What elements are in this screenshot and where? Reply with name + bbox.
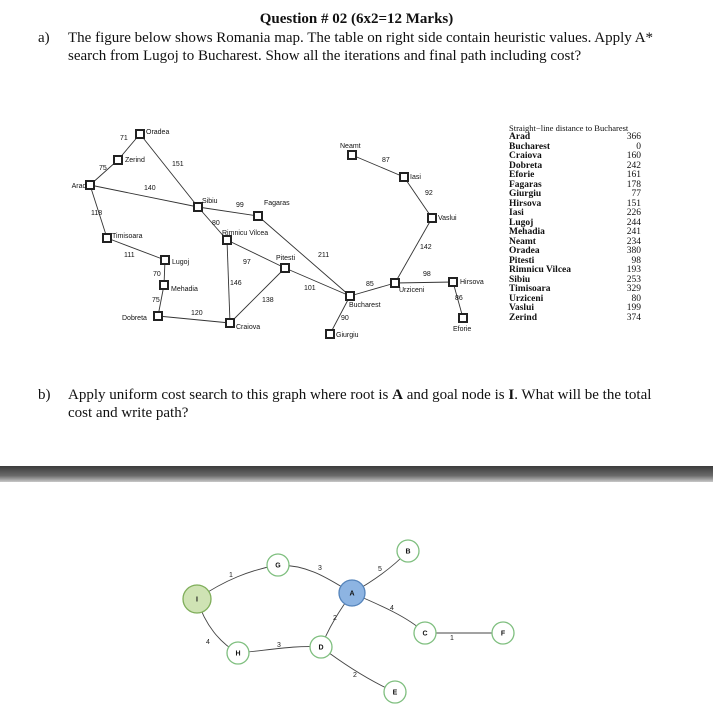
question-b-text: Apply uniform cost search to this graph where root is A and goal node is I. What will be the total cost and write path? <box>68 387 652 421</box>
edge-cost: 92 <box>425 190 433 197</box>
heuristic-value: 160 <box>626 151 641 161</box>
heuristic-city: Urziceni <box>509 293 544 304</box>
edge-weight: 3 <box>277 642 281 649</box>
edge-weight: 1 <box>450 635 454 642</box>
heuristic-value: 226 <box>626 208 641 218</box>
edge-cost: 87 <box>382 157 390 164</box>
heuristic-value: 151 <box>626 198 641 209</box>
city-label: Hirsova <box>460 279 484 286</box>
heuristic-city: Neamt <box>509 236 536 247</box>
heuristic-header: Straight−line distance to Bucharest <box>509 123 629 133</box>
question-b-label: b) <box>38 387 51 403</box>
city-label: Iasi <box>410 174 421 181</box>
graph-node-label: B <box>405 548 411 556</box>
heuristic-value: 329 <box>626 284 641 294</box>
edge-cost: 85 <box>366 281 374 288</box>
edge-cost: 211 <box>318 252 330 259</box>
question-a-text: The figure below shows Romania map. The table on right side contain heuristic values. Apply A* search from Lugoj to Bucharest. Show all the iterations and final path including cost? <box>68 30 654 64</box>
city-label: Craiova <box>236 324 261 331</box>
edge-cost: 97 <box>243 259 251 266</box>
question-title: Question # 02 (6x2=12 Marks) <box>259 11 454 27</box>
heuristic-value: 253 <box>626 274 641 285</box>
heuristic-city: Arad <box>509 132 531 142</box>
heuristic-value: 374 <box>626 312 641 323</box>
heuristic-value: 161 <box>626 170 641 180</box>
edge-cost: 138 <box>262 297 274 304</box>
edge-cost: 80 <box>212 220 220 227</box>
question-a-label: a) <box>38 30 50 46</box>
heuristic-value: 98 <box>631 255 641 266</box>
city-label: Urziceni <box>399 287 425 294</box>
city-label: Zerind <box>125 157 145 164</box>
heuristic-value: 0 <box>636 141 641 152</box>
graph-node-label: I <box>196 596 198 604</box>
edge-weight: 4 <box>206 639 210 646</box>
heuristic-city: Dobreta <box>509 160 543 171</box>
city-label: Pitesti <box>276 255 296 262</box>
edge-cost: 142 <box>420 244 432 251</box>
goal-node-name: I <box>508 387 515 403</box>
city-label: Eforie <box>453 326 472 333</box>
edge-cost: 90 <box>341 315 349 322</box>
heuristic-city: Timisoara <box>509 284 551 294</box>
heuristic-city: Sibiu <box>509 274 531 285</box>
graph-node-label: G <box>275 562 281 570</box>
heuristic-city: Vaslui <box>509 303 534 313</box>
edge-cost: 86 <box>455 295 463 302</box>
edge-cost: 101 <box>304 285 316 292</box>
heuristic-value: 366 <box>626 132 641 142</box>
heuristic-value: 242 <box>626 160 641 171</box>
city-label: Mehadia <box>171 286 198 293</box>
edge-weight: 2 <box>353 672 357 679</box>
heuristic-value: 77 <box>631 189 641 199</box>
heuristic-row <box>509 314 641 324</box>
heuristic-city: Lugoj <box>509 217 534 228</box>
heuristic-city: Oradea <box>509 246 540 256</box>
city-label: Sibiu <box>202 198 218 205</box>
heuristic-city: Bucharest <box>509 141 550 152</box>
heuristic-value: 199 <box>626 303 641 313</box>
heuristic-city: Giurgiu <box>509 189 542 199</box>
heuristic-value: 241 <box>626 227 641 237</box>
graph-node-label: F <box>500 630 506 638</box>
heuristic-city: Zerind <box>509 312 537 323</box>
edge-weight: 5 <box>378 566 382 573</box>
city-label: Giurgiu <box>336 332 359 339</box>
city-label: Dobreta <box>122 315 147 322</box>
graph-node-label: D <box>318 644 324 652</box>
graph-node-label: C <box>422 630 428 638</box>
heuristic-value: 193 <box>626 265 641 275</box>
edge-cost: 75 <box>99 165 107 172</box>
city-label: Vaslui <box>438 215 457 222</box>
section-divider <box>0 466 713 482</box>
heuristic-value: 234 <box>626 236 641 247</box>
heuristic-city: Fagaras <box>509 179 542 190</box>
city-label: Fagaras <box>264 200 290 207</box>
heuristic-value: 380 <box>626 246 641 256</box>
heuristic-table <box>509 124 641 323</box>
graph-node-label: A <box>349 590 355 598</box>
heuristic-city: Craiova <box>509 151 542 161</box>
edge-cost: 140 <box>144 185 156 192</box>
heuristic-city: Rimnicu Vilcea <box>509 265 572 275</box>
heuristic-city: Mehadia <box>509 227 545 237</box>
edge-cost: 151 <box>172 161 184 168</box>
edge-cost: 118 <box>91 210 103 217</box>
root-node-name: A <box>392 387 403 403</box>
edge-weight: 3 <box>318 565 322 572</box>
heuristic-value: 178 <box>626 179 641 190</box>
heuristic-city: Iasi <box>509 208 524 218</box>
heuristic-city: Pitesti <box>509 255 535 266</box>
edge-cost: 98 <box>423 271 431 278</box>
edge-weight: 4 <box>390 605 394 612</box>
edge-cost: 70 <box>153 271 161 278</box>
heuristic-value: 80 <box>631 293 641 304</box>
edge-weight: 2 <box>333 615 337 622</box>
city-label: Rimnicu Vilcea <box>222 230 269 237</box>
edge-cost: 111 <box>124 252 135 259</box>
heuristic-row <box>509 200 641 210</box>
edge-cost: 146 <box>230 280 242 287</box>
edge-cost: 75 <box>152 297 160 304</box>
edge-cost: 120 <box>191 310 203 317</box>
edge-cost: 71 <box>120 135 128 142</box>
city-label: Oradea <box>146 129 170 136</box>
edge-weight: 1 <box>229 572 233 579</box>
city-label: Timisoara <box>112 233 143 240</box>
question-b <box>38 386 678 422</box>
heuristic-city: Hirsova <box>509 198 542 209</box>
city-label: Lugoj <box>172 259 190 266</box>
city-label: Bucharest <box>349 302 381 309</box>
heuristic-city: Eforie <box>509 170 535 180</box>
graph-node-label: H <box>235 650 241 658</box>
ucs-graph <box>0 485 713 715</box>
city-label: Neamt <box>340 143 361 150</box>
heuristic-value: 244 <box>626 217 641 228</box>
graph-node-label: E <box>392 689 398 697</box>
edge-cost: 99 <box>236 202 244 209</box>
city-label: Arad <box>71 183 87 190</box>
